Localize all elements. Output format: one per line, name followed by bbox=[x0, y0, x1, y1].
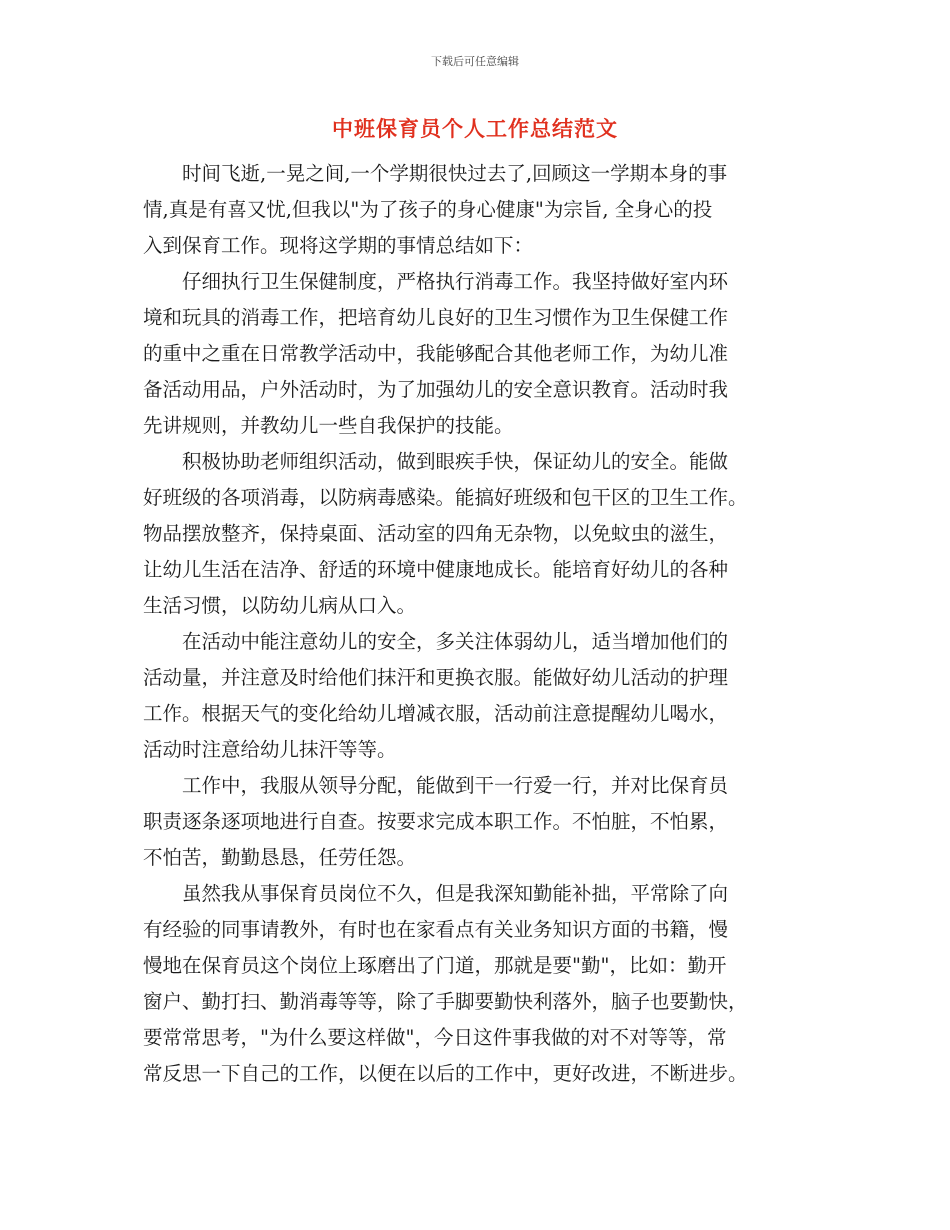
text-line: 活动时注意给幼儿抹汗等等。 bbox=[143, 738, 397, 761]
paragraph-4 bbox=[143, 624, 811, 768]
text-line: 工作。根据天气的变化给幼儿增减衣服，活动前注意提醒幼儿喝水， bbox=[143, 702, 729, 725]
text-line: 备活动用品，户外活动时，为了加强幼儿的安全意识教育。活动时我 bbox=[143, 378, 729, 401]
text-line: 职责逐条逐项地进行自查。按要求完成本职工作。不怕脏，不怕累， bbox=[143, 810, 729, 833]
header-note: 下载后可任意编辑 bbox=[431, 55, 519, 68]
text-line: 活动量，并注意及时给他们抹汗和更换衣服。能做好幼儿活动的护理 bbox=[143, 666, 729, 689]
paragraph-1 bbox=[143, 156, 811, 264]
document-title: 中班保育员个人工作总结范文 bbox=[332, 116, 618, 141]
text-line: 时间飞逝,一晃之间,一个学期很快过去了,回顾这一学期本身的事 bbox=[182, 162, 728, 185]
text-line: 仔细执行卫生保健制度，严格执行消毒工作。我坚持做好室内环 bbox=[182, 270, 729, 293]
paragraph-6 bbox=[143, 876, 811, 1092]
text-line: 境和玩具的消毒工作，把培育幼儿良好的卫生习惯作为卫生保健工作 bbox=[143, 306, 729, 329]
text-line: 在活动中能注意幼儿的安全，多关注体弱幼儿，适当增加他们的 bbox=[182, 630, 729, 653]
text-line: 入到保育工作。现将这学期的事情总结如下： bbox=[143, 234, 534, 257]
paragraph-2 bbox=[143, 264, 811, 444]
text-line: 工作中，我服从领导分配，能做到干一行爱一行，并对比保育员 bbox=[182, 774, 729, 797]
text-line: 先讲规则，并教幼儿一些自我保护的技能。 bbox=[143, 414, 514, 437]
text-line: 要常常思考，"为什么要这样做"，今日这件事我做的对不对等等，常 bbox=[143, 1026, 727, 1049]
text-line: 有经验的同事请教外，有时也在家看点有关业务知识方面的书籍，慢 bbox=[143, 918, 729, 941]
paragraph-5 bbox=[143, 768, 811, 876]
text-line: 的重中之重在日常教学活动中，我能够配合其他老师工作，为幼儿准 bbox=[143, 342, 729, 365]
text-line: 虽然我从事保育员岗位不久，但是我深知勤能补拙，平常除了向 bbox=[182, 882, 729, 905]
text-line: 常反思一下自己的工作，以便在以后的工作中，更好改进，不断进步。 bbox=[143, 1062, 748, 1085]
text-line: 窗户、勤打扫、勤消毒等等，除了手脚要勤快利落外，脑子也要勤快， bbox=[143, 990, 748, 1013]
text-line: 不怕苦，勤勤恳恳，任劳任怨。 bbox=[143, 846, 417, 869]
document-body bbox=[143, 156, 811, 1092]
text-line: 慢地在保育员这个岗位上琢磨出了门道，那就是要"勤"，比如：勤开 bbox=[143, 954, 727, 977]
text-line: 物品摆放整齐，保持桌面、活动室的四角无杂物，以免蚊虫的滋生， bbox=[143, 522, 729, 545]
text-line: 让幼儿生活在洁净、舒适的环境中健康地成长。能培育好幼儿的各种 bbox=[143, 558, 729, 581]
text-line: 情,真是有喜又忧,但我以"为了孩子的身心健康"为宗旨, 全身心的投 bbox=[143, 198, 713, 221]
text-line: 积极协助老师组织活动，做到眼疾手快，保证幼儿的安全。能做 bbox=[182, 450, 729, 473]
paragraph-3 bbox=[143, 444, 811, 624]
text-line: 好班级的各项消毒，以防病毒感染。能搞好班级和包干区的卫生工作。 bbox=[143, 486, 748, 509]
text-line: 生活习惯，以防幼儿病从口入。 bbox=[143, 594, 417, 617]
